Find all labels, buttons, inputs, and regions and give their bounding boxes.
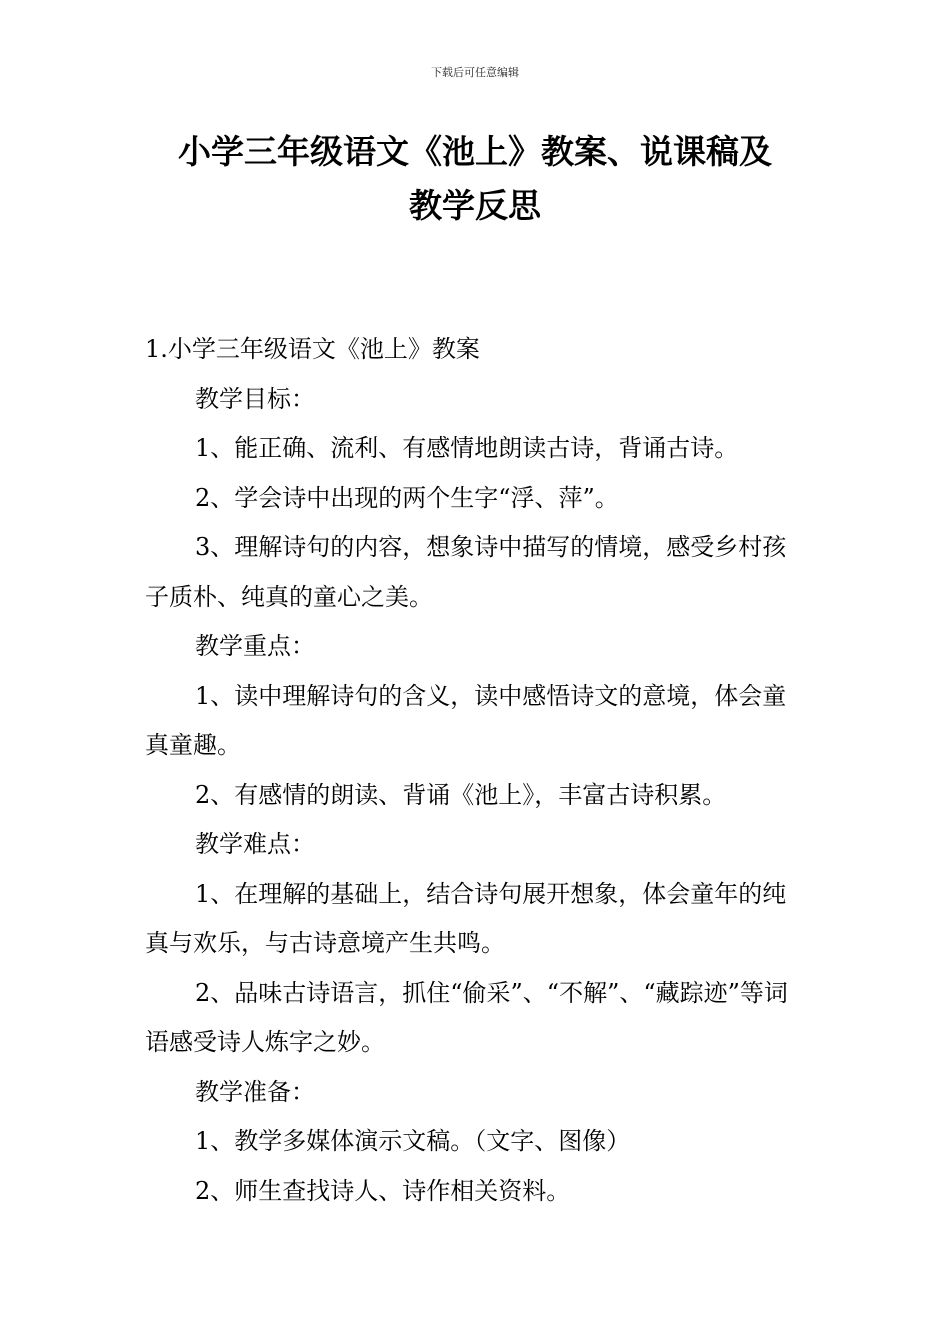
key-point-item: 2、有感情的朗读、背诵《池上》，丰富古诗积累。 xyxy=(195,780,727,809)
download-note: 下载后可任意编辑 xyxy=(431,66,519,79)
preparation-heading: 教学准备： xyxy=(195,1077,315,1106)
preparation-item: 2、师生查找诗人、诗作相关资料。 xyxy=(195,1176,571,1205)
title-line-1: 小学三年级语文《池上》教案、说课稿及 xyxy=(178,132,772,171)
objective-item: 3、理解诗句的内容，想象诗中描写的情境，感受乡村孩子质朴、纯真的童心之美。 xyxy=(145,533,787,611)
difficulty-item: 1、在理解的基础上，结合诗句展开想象，体会童年的纯真与欢乐，与古诗意境产生共鸣。 xyxy=(145,879,787,957)
document-body xyxy=(145,325,810,1216)
key-points-heading: 教学重点： xyxy=(195,632,315,660)
objective-item: 1、能正确、流利、有感情地朗读古诗，背诵古诗。 xyxy=(195,434,739,462)
document-title xyxy=(80,125,870,233)
preparation-item: 1、教学多媒体演示文稿。（文字、图像） xyxy=(195,1127,631,1155)
difficulty-item: 2、品味古诗语言，抓住“偷采”、“不解”、“藏踪迹”等词语感受诗人炼字之妙。 xyxy=(145,978,788,1056)
title-line-2: 教学反思 xyxy=(409,186,541,225)
difficulties-heading: 教学难点： xyxy=(195,830,315,858)
objective-item: 2、学会诗中出现的两个生字“浮、萍”。 xyxy=(195,483,619,512)
section-heading: 1.小学三年级语文《池上》教案 xyxy=(145,335,480,363)
objectives-heading: 教学目标： xyxy=(195,384,315,413)
key-point-item: 1、读中理解诗句的含义，读中感悟诗文的意境，体会童真童趣。 xyxy=(145,681,787,759)
